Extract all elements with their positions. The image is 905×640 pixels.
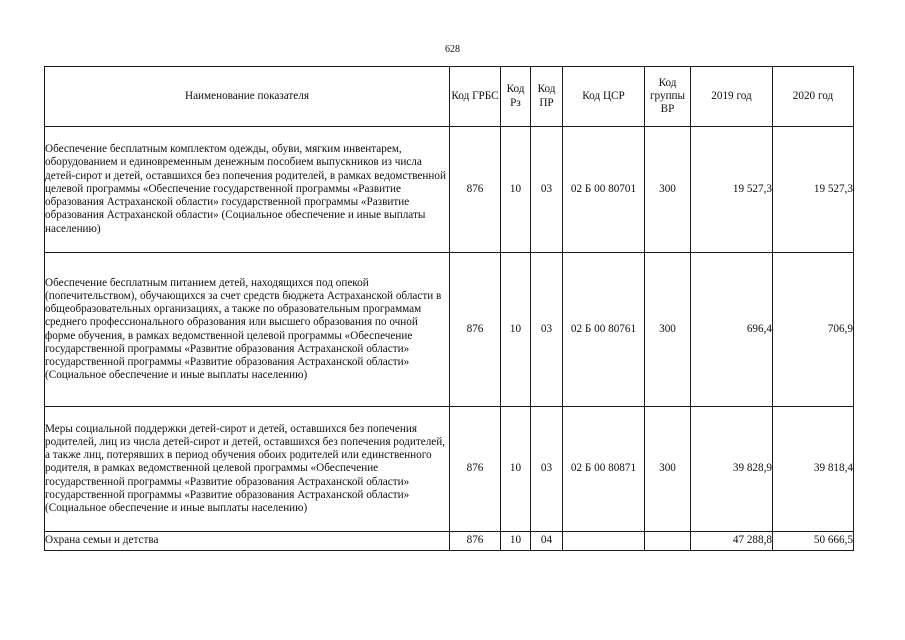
row-2019: 19 527,3	[691, 127, 773, 253]
row-grbs: 876	[450, 127, 501, 253]
header-name: Наименование показателя	[45, 67, 450, 127]
page-number: 628	[445, 44, 460, 55]
row-2020: 50 666,5	[773, 532, 854, 551]
row-csr: 02 Б 00 80761	[563, 253, 645, 407]
header-row	[45, 67, 854, 127]
row-grbs: 876	[450, 407, 501, 532]
row-rz: 10	[501, 407, 531, 532]
row-pr: 04	[531, 532, 563, 551]
row-name: Охрана семьи и детства	[45, 532, 450, 551]
header-grbs: Код ГРБС	[450, 67, 501, 127]
row-csr	[563, 532, 645, 551]
table-row	[45, 127, 854, 253]
row-pr: 03	[531, 407, 563, 532]
table-row	[45, 407, 854, 532]
header-rz: Код Рз	[501, 67, 531, 127]
row-pr: 03	[531, 127, 563, 253]
row-vr: 300	[645, 127, 691, 253]
row-vr: 300	[645, 253, 691, 407]
row-grbs: 876	[450, 532, 501, 551]
row-rz: 10	[501, 253, 531, 407]
table-row	[45, 253, 854, 407]
header-2020: 2020 год	[773, 67, 854, 127]
row-rz: 10	[501, 127, 531, 253]
row-2020: 19 527,3	[773, 127, 854, 253]
row-csr: 02 Б 00 80701	[563, 127, 645, 253]
header-pr: Код ПР	[531, 67, 563, 127]
row-csr: 02 Б 00 80871	[563, 407, 645, 532]
row-grbs: 876	[450, 253, 501, 407]
row-2019: 47 288,8	[691, 532, 773, 551]
row-vr: 300	[645, 407, 691, 532]
row-pr: 03	[531, 253, 563, 407]
header-csr: Код ЦСР	[563, 67, 645, 127]
row-name: Обеспечение бесплатным питанием детей, находящихся под опекой (попечительством), обучающихся за счет средств бюджета Астраханской области в общеобразовательных организациях, а также по образовательным программам среднего профессионального образования или высшего образования по очной форме обучения, в рамках ведомственной целевой программы «Обеспечение государственной программы «Развитие образования Астраханской области» государственной программы «Развитие образования Астраханской области» (Социальное обеспечение и иные выплаты населению)	[45, 253, 450, 407]
header-2019: 2019 год	[691, 67, 773, 127]
row-rz: 10	[501, 532, 531, 551]
row-2019: 696,4	[691, 253, 773, 407]
table-row	[45, 532, 854, 551]
row-2020: 706,9	[773, 253, 854, 407]
row-2019: 39 828,9	[691, 407, 773, 532]
header-vr: Код группы ВР	[645, 67, 691, 127]
row-name: Меры социальной поддержки детей-сирот и детей, оставшихся без попечения родителей, лиц из числа детей-сирот и детей, оставшихся без попечения родителей, а также лиц, потерявших в период обучения обоих родителей или единственного родителя, в рамках ведомственной целевой программы «Обеспечение государственной программы «Развитие образования Астраханской области» государственной программы «Развитие образования Астраханской области» (Социальное обеспечение и иные выплаты населению)	[45, 407, 450, 532]
row-name: Обеспечение бесплатным комплектом одежды, обуви, мягким инвентарем, оборудованием и единовременным денежным пособием выпускников из числа детей-сирот и детей, оставшихся без попечения родителей, в рамках ведомственной целевой программы «Обеспечение государственной программы «Развитие образования Астраханской области» государственной программы «Развитие образования Астраханской области» (Социальное обеспечение и иные выплаты населению)	[45, 127, 450, 253]
row-2020: 39 818,4	[773, 407, 854, 532]
budget-table	[44, 66, 854, 551]
row-vr	[645, 532, 691, 551]
